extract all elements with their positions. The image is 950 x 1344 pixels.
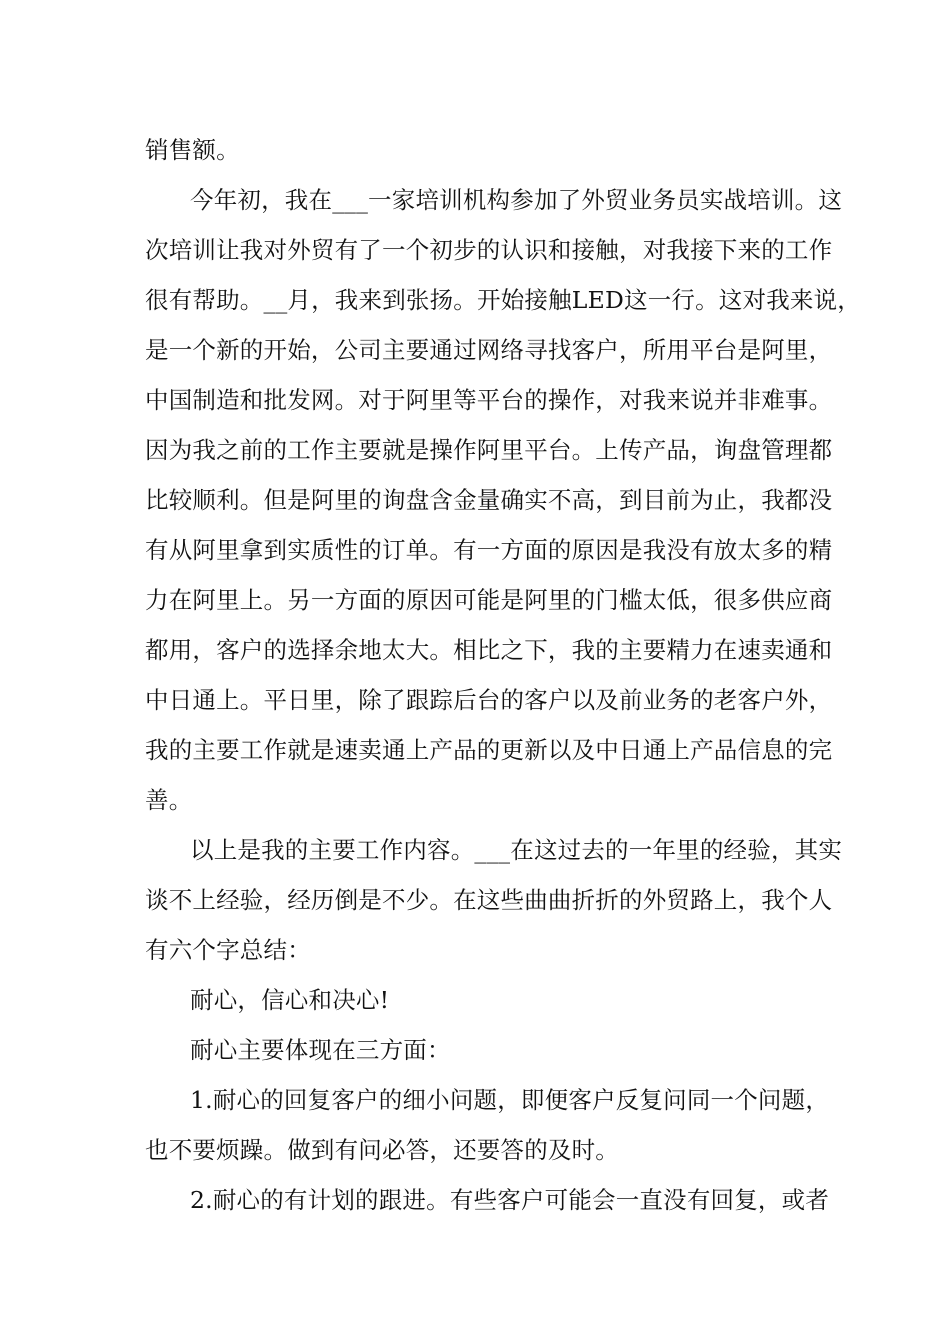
text-line: 比较顺利。但是阿里的询盘含金量确实不高，到目前为止，我都没	[145, 486, 833, 514]
text-line: 善。	[145, 786, 193, 814]
text-line: 有六个字总结：	[145, 936, 311, 964]
list-item-first-line: 2.耐心的有计划的跟进。有些客户可能会一直没有回复，或者	[190, 1186, 830, 1214]
text-line: 次培训让我对外贸有了一个初步的认识和接触，对我接下来的工作	[145, 236, 833, 264]
text-line: 是一个新的开始，公司主要通过网络寻找客户，所用平台是阿里，	[145, 336, 833, 364]
paragraph-first-line: 耐心主要体现在三方面：	[190, 1036, 451, 1064]
text-line: 也不要烦躁。做到有问必答，还要答的及时。	[145, 1136, 619, 1164]
text-line: 中国制造和批发网。对于阿里等平台的操作，对我来说并非难事。	[145, 386, 833, 414]
paragraph-first-line: 耐心，信心和决心!	[190, 986, 390, 1014]
paragraph-first-line: 今年初，我在___一家培训机构参加了外贸业务员实战培训。这	[190, 186, 843, 214]
text-line: 中日通上。平日里，除了跟踪后台的客户以及前业务的老客户外，	[145, 686, 833, 714]
text-line: 力在阿里上。另一方面的原因可能是阿里的门槛太低，很多供应商	[145, 586, 833, 614]
text-line: 谈不上经验，经历倒是不少。在这些曲曲折折的外贸路上，我个人	[145, 886, 833, 914]
paragraph-first-line: 以上是我的主要工作内容。___在这过去的一年里的经验，其实	[190, 836, 843, 864]
text-line: 很有帮助。__月，我来到张扬。开始接触LED这一行。这对我来说，	[145, 286, 862, 314]
text-line: 有从阿里拿到实质性的订单。有一方面的原因是我没有放太多的精	[145, 536, 833, 564]
list-item-first-line: 1.耐心的回复客户的细小问题，即便客户反复问同一个问题，	[190, 1086, 830, 1114]
text-line: 都用，客户的选择余地太大。相比之下，我的主要精力在速卖通和	[145, 636, 833, 664]
text-line: 我的主要工作就是速卖通上产品的更新以及中日通上产品信息的完	[145, 736, 833, 764]
text-line: 销售额。	[145, 136, 240, 164]
text-line: 因为我之前的工作主要就是操作阿里平台。上传产品，询盘管理都	[145, 436, 833, 464]
